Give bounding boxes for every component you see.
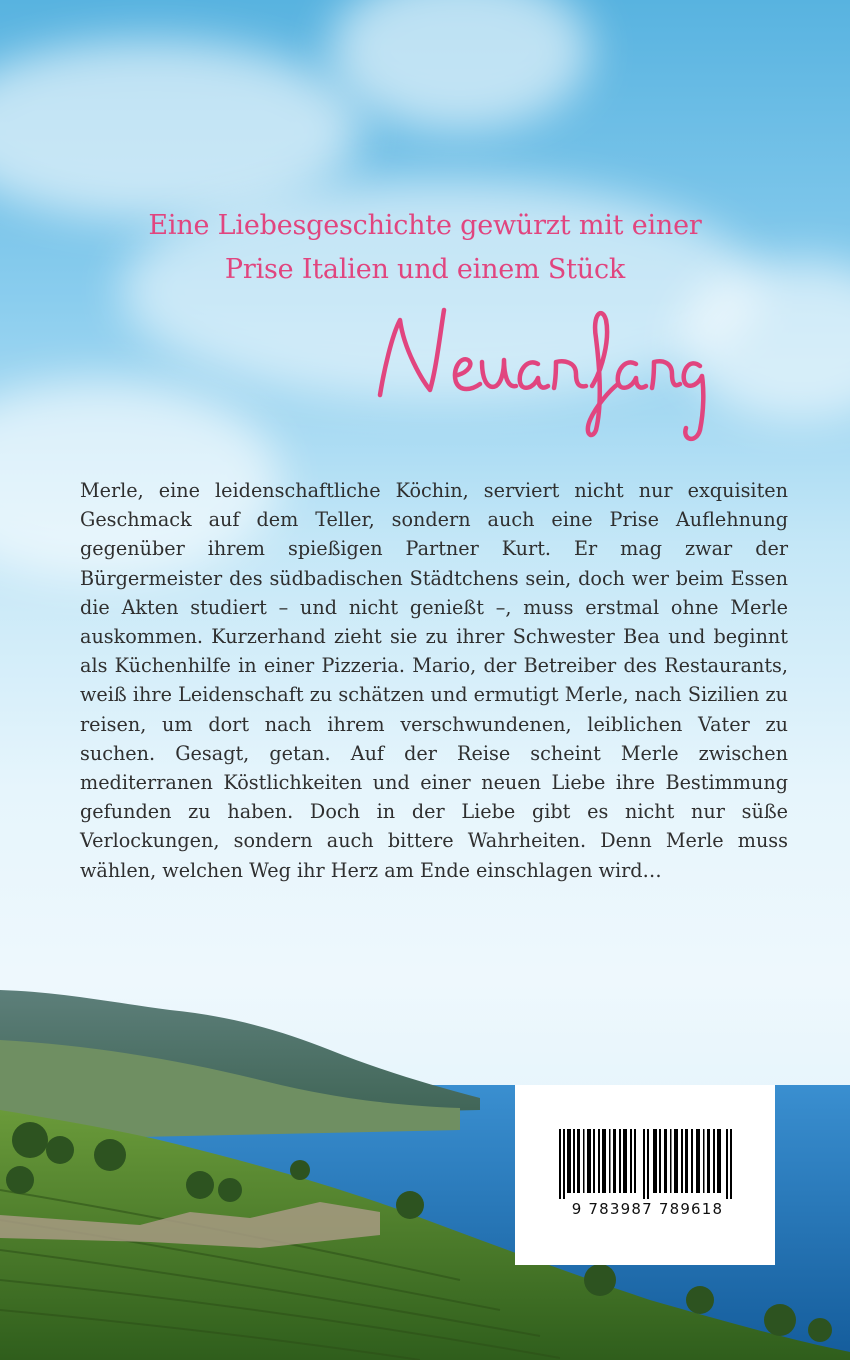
- cloud: [330, 0, 590, 130]
- tagline-line-2: Prise Italien und einem Stück: [224, 254, 626, 285]
- blurb-text: Merle, eine leidenschaftliche Köchin, serviert nicht nur exquisiten Geschmack auf dem Teller, sondern auch eine Prise Auflehnung gegenüber ihrem spießigen Partner Kurt. Er mag zwar der Bürgermeister des südbadischen Städtchens sein, doch wer beim Essen die Akten studiert – und nicht genießt –, muss erstmal ohne Merle auskommen. Kurzerhand zieht sie zu ihrer Schwester Bea und beginnt als Küchenhilfe in einer Pizzeria. Mario, der Betreiber des Restaurants, weiß ihre Leidenschaft zu schätzen und ermutigt Merle, nach Sizilien zu reisen, um dort nach ihrem verschwundenen, leiblichen Vater zu suchen. Gesagt, getan. Auf der Reise scheint Merle zwischen mediterranen Köstlichkeiten und einer neuen Liebe ihre Bestimmung gefunden zu haben. Doch in der Liebe gibt es nicht nur süße Verlockungen, sondern auch bittere Wahrheiten. Denn Merle muss wählen, welchen Weg ihr Herz am Ende einschlagen wird…: [80, 479, 788, 882]
- tagline-line-1: Eine Liebesgeschichte gewürzt mit einer: [148, 210, 702, 241]
- barcode-box: [515, 1085, 775, 1265]
- isbn-number: 9 783987 789618: [571, 1200, 724, 1218]
- title-script: [370, 290, 720, 450]
- barcode-icon: [559, 1129, 734, 1199]
